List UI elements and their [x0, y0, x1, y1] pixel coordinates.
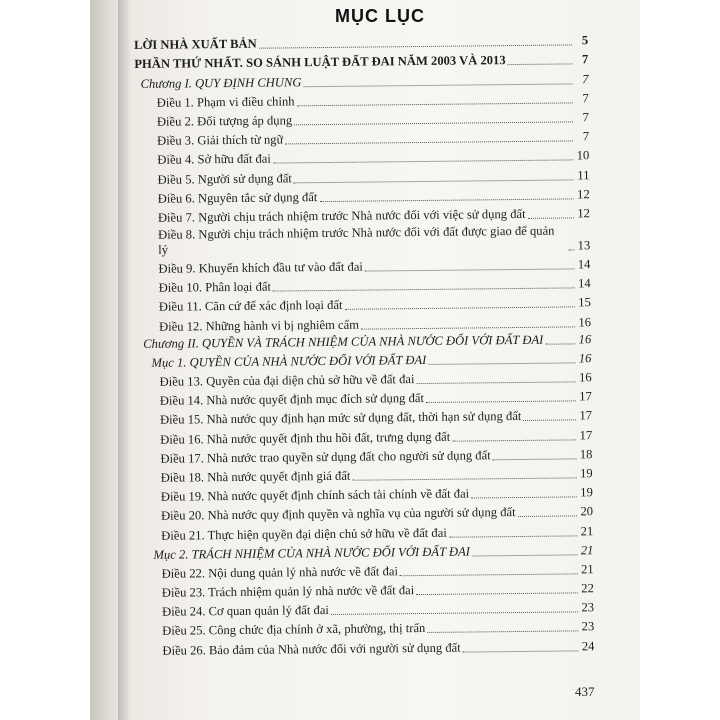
toc-entry-text: Chương II. QUYỀN VÀ TRÁCH NHIỆM CỦA NHÀ NƯỚC ĐỐI VỚI ĐẤT ĐAI	[143, 332, 544, 351]
toc-entry-text: Mục 1. QUYỀN CỦA NHÀ NƯỚC ĐỐI VỚI ĐẤT ĐAI	[151, 352, 427, 370]
toc-entry-text: Điều 22. Nội dung quản lý nhà nước về đất đai	[161, 564, 398, 581]
dot-leader	[416, 592, 578, 595]
dot-leader	[285, 141, 573, 145]
toc-entry-page: 17	[579, 389, 592, 404]
toc-entry-page: 7	[582, 71, 589, 86]
toc-entry-page: 17	[579, 427, 593, 442]
toc-entry-page: 16	[578, 351, 592, 366]
toc-entry-page: 15	[578, 295, 591, 310]
toc-entry-page: 10	[576, 148, 590, 163]
toc-entry-text: Điều 19. Nhà nước quyết định chính sách tài chính về đất đai	[160, 486, 470, 504]
dot-leader	[416, 381, 575, 384]
dot-leader	[294, 179, 574, 183]
toc-entry-page: 18	[579, 446, 593, 462]
toc-entry-text: Điều 3. Giải thích từ ngữ	[157, 132, 284, 148]
dot-leader	[449, 535, 577, 537]
toc-entry-page: 23	[581, 619, 595, 634]
dot-leader	[463, 650, 579, 652]
toc-entry-text: Chương I. QUY ĐỊNH CHUNG	[140, 74, 302, 91]
toc-entry-page: 20	[580, 504, 594, 519]
dot-leader	[508, 64, 573, 66]
page-title: MỤC LỤC	[335, 6, 425, 26]
toc-entry-text: Điều 26. Bảo đảm của Nhà nước đối với người sử dụng đất	[162, 640, 461, 658]
toc-entry-page: 13	[577, 238, 591, 253]
toc-entry-text: Điều 15. Nhà nước quy định hạn mức sử dụng đất, thời hạn sử dụng đất	[159, 409, 522, 428]
dot-leader	[528, 217, 574, 218]
toc-entry-text: Điều 24. Cơ quan quản lý đất đai	[161, 603, 329, 619]
toc-entry-page: 21	[580, 542, 594, 558]
toc-entry-text: Điều 18. Nhà nước quyết định giá đất	[160, 468, 351, 485]
gutter-shadow	[118, 0, 132, 720]
toc-entry-text: Điều 14. Nhà nước quyết định mục đích sử dụng đất	[159, 391, 424, 408]
toc-entry-text: Điều 20. Nhà nước quy định quyền và nghĩa vụ của người sử dụng đất	[160, 505, 516, 524]
dot-leader	[400, 573, 578, 576]
toc-entry-page: 17	[579, 408, 593, 423]
toc-entry-page: 16	[578, 370, 592, 385]
toc-entry-text: Điều 10. Phân loại đất	[158, 279, 272, 296]
toc-entry-text: Điều 9. Khuyến khích đầu tư vào đất đai	[158, 259, 363, 276]
page-margin	[640, 0, 720, 720]
toc-entry-page: 21	[580, 562, 594, 577]
toc-entry-page: 19	[579, 466, 593, 481]
dot-leader	[297, 102, 573, 106]
dot-leader	[361, 326, 575, 329]
toc-entry-page: 7	[582, 129, 590, 144]
toc-entry-text: Điều 11. Căn cứ để xác định loại đất	[158, 298, 343, 315]
dot-leader	[452, 439, 576, 441]
toc-entry-text: Điều 23. Trách nhiệm quản lý nhà nước về đất đai	[161, 583, 415, 600]
toc-entry-page: 7	[582, 110, 589, 125]
page-number: 437	[575, 684, 595, 699]
toc-entry-page: 14	[577, 257, 591, 272]
toc-entry-page: 5	[581, 33, 589, 48]
toc-entry-page: 22	[581, 581, 594, 596]
dot-leader	[523, 420, 576, 422]
toc-entry-page: 21	[580, 523, 594, 538]
dot-leader	[428, 362, 575, 365]
toc-entry-text: Mục 2. TRÁCH NHIỆM CỦA NHÀ NƯỚC ĐỐI VỚI ĐẤT ĐAI	[153, 544, 471, 562]
toc-entry-text: Điều 17. Nhà nước trao quyền sử dụng đất cho người sử dụng đất	[160, 448, 491, 466]
toc-entry-page: 24	[581, 638, 595, 653]
toc-entry-text: Điều 8. Người chịu trách nhiệm trước Nhà nước đối với đất được giao để quản lý	[158, 223, 555, 257]
dot-leader	[345, 307, 575, 310]
toc-entry-text: Điều 2. Đối tượng áp dụng	[156, 113, 293, 129]
dot-leader	[352, 477, 576, 480]
table-of-contents	[134, 29, 595, 658]
dot-leader	[294, 121, 573, 125]
toc-entry-page: 12	[577, 186, 590, 202]
toc-entry-text: Điều 12. Những hành vi bị nghiêm cấm	[158, 317, 360, 334]
book-spine	[90, 0, 120, 720]
dot-leader	[471, 497, 577, 499]
toc-entry-text: Điều 6. Nguyên tắc sử dụng đất	[157, 189, 318, 206]
toc-entry-page: 16	[578, 331, 592, 346]
dot-leader	[518, 516, 577, 518]
dot-leader	[426, 401, 576, 404]
dot-leader	[365, 268, 575, 271]
dot-leader	[427, 631, 578, 634]
toc-entry-text: Điều 16. Nhà nước quyết định thu hồi đất, trưng dụng đất	[160, 429, 451, 447]
dot-leader	[493, 458, 577, 460]
toc-entry-page: 7	[581, 52, 589, 67]
toc-entry-page: 11	[577, 167, 590, 182]
toc-entry-text: LỜI NHÀ XUẤT BẢN	[134, 36, 257, 53]
toc-entry-page: 16	[578, 314, 592, 329]
toc-entry-text: PHẦN THỨ NHẤT. SO SÁNH LUẬT ĐẤT ĐAI NĂM 2003 VÀ 2013	[134, 53, 506, 72]
dot-leader	[303, 83, 572, 87]
toc-entry-text: Điều 4. Sở hữu đất đai	[157, 151, 271, 168]
toc-entry-page: 19	[580, 485, 593, 500]
dot-leader	[472, 554, 577, 556]
toc-entry-page: 14	[577, 276, 591, 291]
toc-entry-text: Điều 7. Người chịu trách nhiệm trước Nhà nước đối với việc sử dụng đất	[157, 206, 526, 225]
dot-leader	[319, 198, 573, 202]
toc-entry-page: 23	[581, 600, 595, 615]
toc-entry-text: Điều 13. Quyền của đại diện chủ sở hữu về đất đai	[159, 372, 415, 389]
toc-entry	[136, 221, 590, 258]
dot-leader	[545, 343, 575, 344]
dot-leader	[568, 249, 574, 250]
toc-entry-page: 12	[577, 206, 590, 221]
toc-entry-text: Điều 5. Người sử dụng đất	[157, 170, 292, 187]
toc-entry-text: Điều 1. Phạm vi điều chỉnh	[156, 94, 295, 110]
dot-leader	[331, 612, 578, 616]
toc-entry-page: 7	[582, 90, 589, 106]
toc-entry-text: Điều 25. Công chức địa chính ở xã, phường, thị trấn	[162, 621, 426, 639]
toc-entry-text: Điều 21. Thực hiện quyền đại diện chủ sở hữu về đất đai	[161, 525, 447, 543]
